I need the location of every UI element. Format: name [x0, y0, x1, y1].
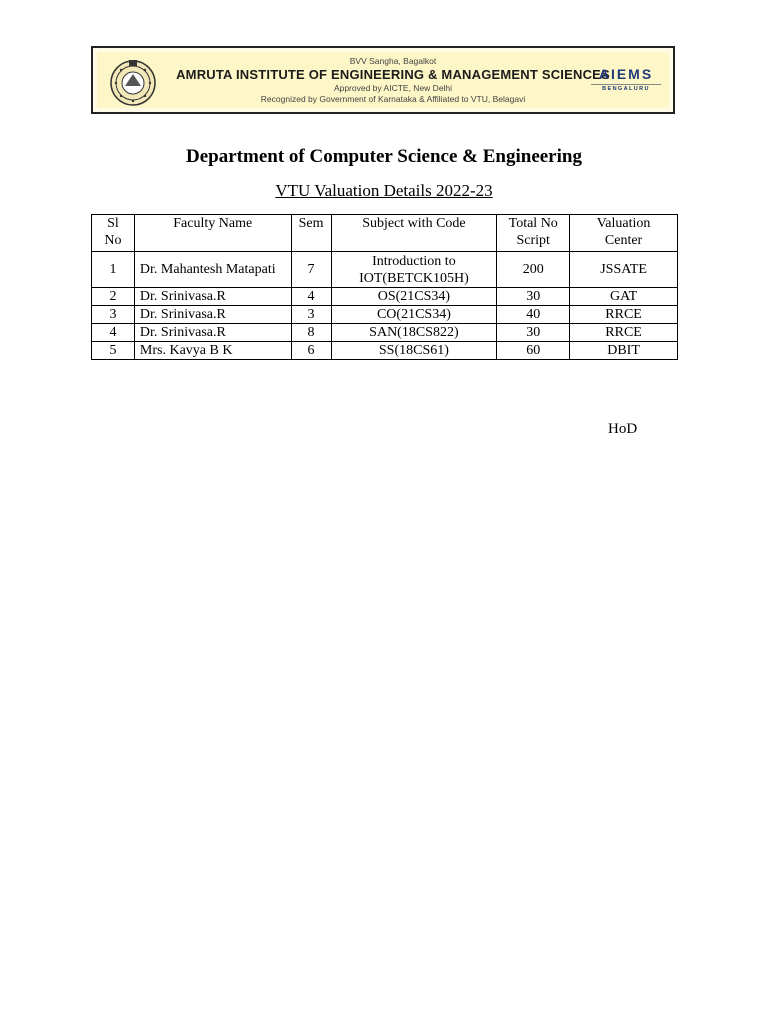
cell-center: JSSATE [570, 252, 678, 288]
recognition-text: Recognized by Government of Karnataka & Affiliated to VTU, Belagavi [260, 94, 526, 104]
valuation-table [91, 214, 678, 360]
cell-center: RRCE [570, 324, 678, 342]
institute-seal-icon [107, 56, 159, 108]
cell-total: 30 [497, 324, 570, 342]
brand-location: BENGALURU [591, 84, 661, 92]
cell-center: DBIT [570, 342, 678, 360]
header-sl-no: Sl No [92, 215, 135, 252]
table-row [92, 324, 678, 342]
aiems-logo [591, 66, 661, 92]
cell-total: 200 [497, 252, 570, 288]
cell-faculty: Mrs. Kavya B K [134, 342, 291, 360]
letterhead-text [173, 56, 613, 105]
table-header-row [92, 215, 678, 252]
cell-total: 30 [497, 288, 570, 306]
cell-faculty: Dr. Srinivasa.R [134, 324, 291, 342]
institute-name: AMRUTA INSTITUTE OF ENGINEERING & MANAGEMENT SCIENCES [176, 67, 610, 82]
cell-sl: 1 [92, 252, 135, 288]
header-sem: Sem [291, 215, 331, 252]
cell-faculty: Dr. Srinivasa.R [134, 288, 291, 306]
cell-sl: 3 [92, 306, 135, 324]
cell-total: 60 [497, 342, 570, 360]
cell-sem: 7 [291, 252, 331, 288]
cell-faculty: Dr. Mahantesh Matapati [134, 252, 291, 288]
header-faculty-name: Faculty Name [134, 215, 291, 252]
cell-center: GAT [570, 288, 678, 306]
table-row [92, 252, 678, 288]
table-row [92, 288, 678, 306]
cell-sem: 4 [291, 288, 331, 306]
table-row [92, 342, 678, 360]
header-valuation-center: Valuation Center [570, 215, 678, 252]
cell-faculty: Dr. Srinivasa.R [134, 306, 291, 324]
society-name: BVV Sangha, Bagalkot [349, 56, 437, 66]
cell-subject: SAN(18CS822) [331, 324, 497, 342]
approval-text: Approved by AICTE, New Delhi [333, 83, 453, 93]
cell-subject: OS(21CS34) [331, 288, 497, 306]
cell-subject: SS(18CS61) [331, 342, 497, 360]
subtitle-text: VTU Valuation Details 2022-23 [275, 181, 493, 200]
document-subtitle [0, 181, 768, 201]
cell-subject: Introduction to IOT(BETCK105H) [331, 252, 497, 288]
department-title: Department of Computer Science & Engineering [186, 146, 582, 167]
hod-signature-label: HoD [608, 421, 638, 437]
cell-sem: 3 [291, 306, 331, 324]
letterhead [91, 46, 675, 114]
cell-sl: 4 [92, 324, 135, 342]
cell-sl: 5 [92, 342, 135, 360]
table-row [92, 306, 678, 324]
cell-sem: 8 [291, 324, 331, 342]
cell-subject: CO(21CS34) [331, 306, 497, 324]
cell-sl: 2 [92, 288, 135, 306]
header-total-script: Total No Script [497, 215, 570, 252]
cell-total: 40 [497, 306, 570, 324]
cell-sem: 6 [291, 342, 331, 360]
brand-name: AIEMS [598, 66, 654, 82]
header-subject: Subject with Code [331, 215, 497, 252]
letterhead-banner [97, 52, 669, 108]
cell-center: RRCE [570, 306, 678, 324]
